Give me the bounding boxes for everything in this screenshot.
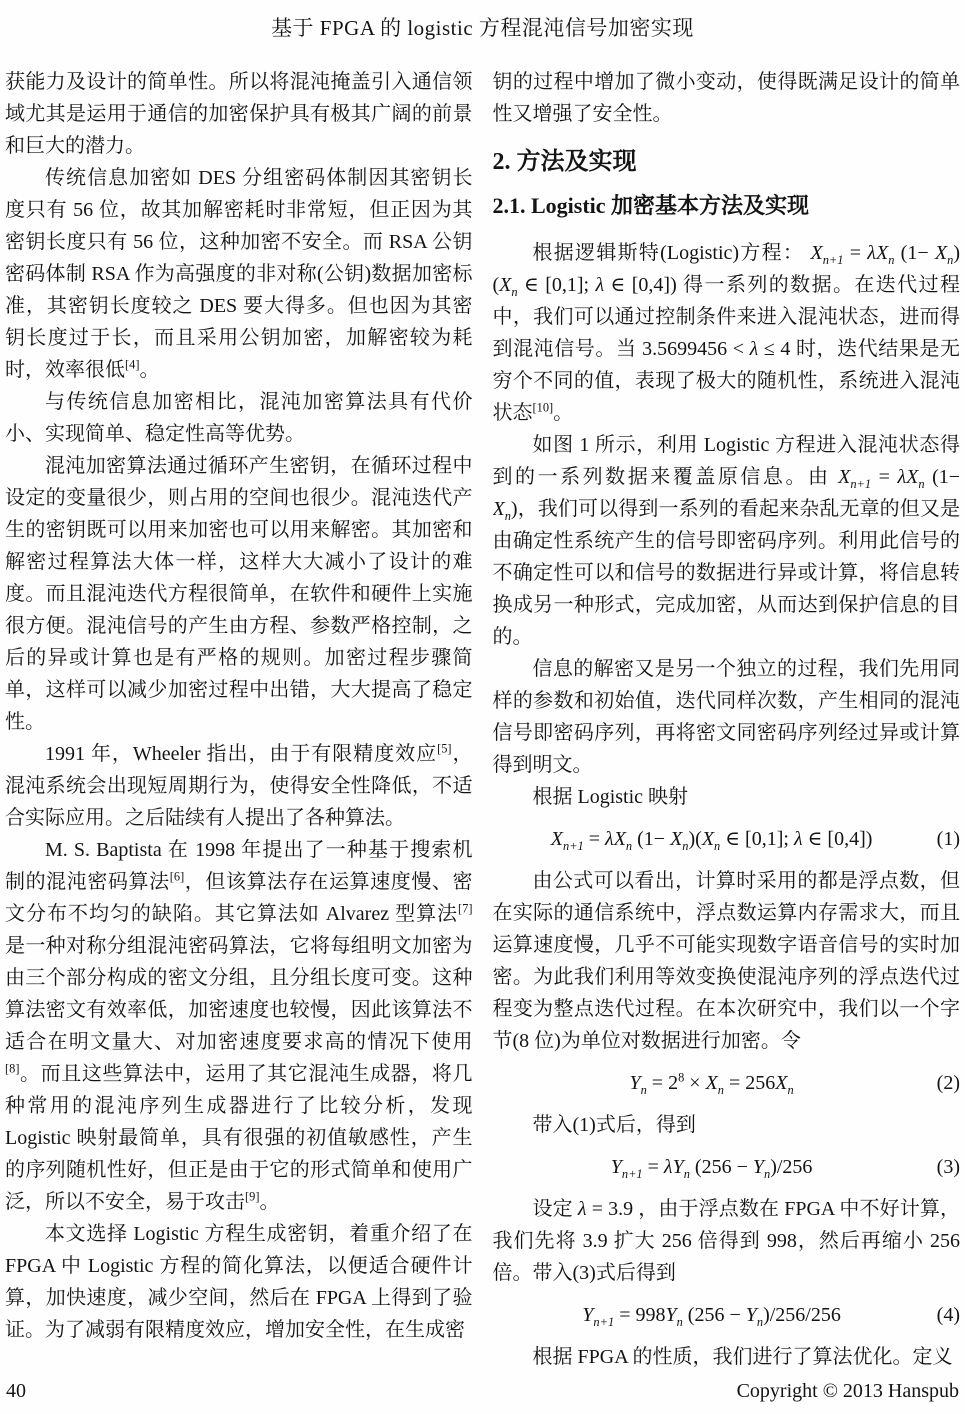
text-run: M. S. Baptista 在 1998 年提出了一种基于搜索机制的混沌密码算法	[5, 839, 473, 893]
math-var: λ	[897, 466, 907, 488]
paragraph	[5, 162, 473, 386]
text-run: ∈ [0,4])	[802, 828, 873, 850]
paragraph	[5, 450, 473, 738]
page-footer	[5, 1378, 960, 1404]
text-run: 设定	[532, 1198, 578, 1220]
math-var: λ	[867, 242, 876, 264]
math-var: $X_{n+1}$	[838, 466, 872, 491]
math-var: $Y_n$	[629, 1072, 647, 1097]
math-var: $Y_{n+1}$	[582, 1304, 615, 1329]
text-run: =	[642, 1156, 664, 1178]
page-header	[5, 8, 960, 44]
paragraph	[493, 66, 961, 130]
math-var: $X_n$	[875, 242, 895, 267]
text-run: )，我们可以得到一系列的看起来杂乱无章的但又是由确定性系统产生的信号即密码序列。利用此信号的不确定性可以和信号的数据进行异或计算，将信息转换成另一种形式，完成加密，从而达到保护信息的目的。	[492, 498, 960, 648]
math-var: $Y_{n+1}$	[610, 1156, 643, 1181]
paragraph	[493, 1193, 961, 1289]
math-var: $Y_n$	[665, 1304, 683, 1329]
paragraph	[493, 429, 961, 653]
equation-body	[493, 1299, 931, 1331]
subsection-heading: 2.1. Logistic 加密基本方法及实现	[492, 193, 810, 218]
copyright-notice: Copyright © 2013 Hanspub	[736, 1380, 959, 1402]
text-run: 混沌加密算法通过循环产生密钥，在循环过程中设定的变量很少，则占用的空间也很少。混沌迭代产生的密钥既可以用来加密也可以用来解密。其加密和解密过程算法大体一样，这样大大减小了设计的难度。而且混沌迭代方程很简单，在软件和硬件上实施很方便。混沌信号的产生由方程、参数严格控制，之后的异或计算也是有严格的规则。加密过程步骤简单，这样可以减少加密过程中出错，大大提高了稳定性。	[5, 455, 473, 733]
text-run: 带入(1)式后，得到	[532, 1114, 696, 1136]
page-number: 40	[6, 1380, 26, 1402]
text-run: 。	[553, 402, 574, 424]
text-run: (1−	[924, 466, 960, 488]
citation-ref: [8]	[5, 1061, 20, 1076]
math-var: λ	[749, 338, 759, 360]
citation-ref: [9]	[245, 1189, 260, 1204]
text-run: )/256/256	[763, 1304, 841, 1326]
text-run: = 3.9 ，由于浮点数在 FPGA 中不好计算，我们先将 3.9 扩大 256 倍得到 998，然后再缩小 256 倍。带入(3)式后得到	[492, 1198, 960, 1284]
page-title: 基于 FPGA 的 logistic 方程混沌信号加密实现	[271, 16, 694, 40]
paragraph	[493, 1341, 961, 1373]
section-heading: 2. 方法及实现	[492, 149, 637, 175]
math-var: $Y_n$	[745, 1304, 764, 1329]
math-var: $X_n$	[492, 498, 511, 523]
citation-ref: [10]	[532, 400, 554, 415]
math-var: λ	[793, 828, 803, 850]
text-run: (256 −	[682, 1304, 746, 1326]
citation-ref: [6]	[169, 869, 185, 884]
text-run: =	[871, 466, 898, 488]
text-run: =	[583, 828, 606, 850]
math-var: $X_n$	[705, 1072, 724, 1097]
paragraph	[493, 653, 961, 781]
math-var: $Y_n$	[752, 1156, 771, 1181]
text-run: 1991 年，Wheeler 指出，由于有限精度效应	[45, 743, 438, 765]
citation-ref: [7]	[458, 901, 473, 916]
text-run: ×	[684, 1072, 706, 1094]
text-run: 获能力及设计的简单性。所以将混沌掩盖引入通信领域尤其是运用于通信的加密保护具有极其广阔的前景和巨大的潜力。	[5, 71, 473, 157]
text-run: 。	[139, 359, 160, 381]
paragraph	[493, 781, 961, 813]
text-run: 根据逻辑斯特(Logistic)方程：	[532, 242, 811, 264]
text-run: ∈ [0,1];	[720, 828, 794, 850]
math-var: $X_{n+1}$	[810, 242, 844, 267]
equation-number: (4)	[936, 1304, 960, 1326]
text-run: 如图 1 所示，利用 Logistic 方程进入混沌状态得到的一系列数据来覆盖原信息。由	[492, 434, 960, 488]
paragraph	[493, 237, 961, 429]
equation	[493, 1067, 961, 1099]
text-run: 本文选择 Logistic 方程生成密钥，着重介绍了在 FPGA 中 Logistic 方程的简化算法，以便适合硬件计算，加快速度，减少空间，然后在 FPGA 上得到了验证。为了减弱有限精度效应，增加安全性，在生成密	[5, 1223, 473, 1341]
math-var: $X_{n+1}$	[550, 828, 584, 853]
text-run: 由公式可以看出，计算时采用的都是浮点数，但在实际的通信系统中，浮点数运算内存需求大，而且运算速度慢，几乎不可能实现数字语音信号的实时加密。为此我们利用等效变换使混沌序列的浮点迭代过程变为整点迭代过程。在本次研究中，我们以一个字节(8 位)为单位对数据进行加密。令	[492, 870, 960, 1052]
equation-body	[493, 1151, 931, 1183]
text-run: )/256	[770, 1156, 813, 1178]
text-run: )(	[492, 242, 960, 296]
citation-ref: [4]	[125, 357, 140, 372]
text-run: = $2^8$	[646, 1070, 685, 1094]
equation	[493, 1151, 961, 1183]
text-run: = 256	[723, 1072, 776, 1094]
two-column-body	[5, 66, 960, 1378]
math-var: $X_n$	[906, 466, 925, 491]
math-var: λ	[577, 1198, 587, 1220]
text-run: 是一种对称分组混沌密码算法，它将每组明文加密为由三个部分构成的密文分组，且分组长度可变。这种算法密文有效率低，加密速度也较慢，因此该算法不适合在明文量大、对加密速度要求高的情况下使用	[5, 935, 473, 1053]
paragraph	[5, 738, 473, 834]
equation-body	[493, 823, 931, 855]
math-var: $X_n$	[701, 828, 721, 853]
paragraph	[5, 386, 473, 450]
text-run: ≤ 4 时，迭代结果是无穷个不同的值，表现了极大的随机性，系统进入混沌状态	[492, 338, 960, 424]
math-var: λ	[595, 274, 605, 296]
math-var: $X_n$	[775, 1072, 794, 1097]
paragraph	[5, 834, 473, 1218]
text-run: 。而且这些算法中，运用了其它混沌生成器，将几种常用的混沌序列生成器进行了比较分析，发现 Logistic 映射最简单，具有很强的初值敏感性，产生的序列随机性好，但正是由于它的形式简单和使用广泛，所以不安全，易于攻击	[5, 1063, 473, 1213]
paragraph	[493, 865, 961, 1057]
text-run: 根据 Logistic 映射	[532, 786, 689, 808]
math-var: $Y_n$	[672, 1156, 690, 1181]
text-run: ，但该算法存在运算速度慢、密文分布不均匀的缺陷。其它算法如 Alvarez 型算法	[5, 871, 473, 925]
text-run: 钥的过程中增加了微小变动，使得既满足设计的简单性又增强了安全性。	[492, 71, 960, 125]
math-var: $X_n$	[613, 828, 633, 853]
text-run: ∈ [0,4]) 得一系列的数据。在迭代过程中，我们可以通过控制条件来进入混沌状态，进而得到混沌信号。当 3.5699456 <	[492, 274, 960, 360]
right-column	[493, 66, 961, 1378]
math-var: $X_n$	[499, 274, 518, 299]
math-var: λ	[663, 1156, 673, 1178]
text-run: = 998	[614, 1304, 666, 1326]
text-run: 与传统信息加密相比，混沌加密算法具有代价小、实现简单、稳定性高等优势。	[5, 391, 473, 445]
text-run: ，混沌系统会出现短周期行为，使得安全性降低，不适合实际应用。之后陆续有人提出了各种算法。	[5, 743, 473, 829]
text-run: (256 −	[689, 1156, 753, 1178]
equation-body	[493, 1067, 931, 1099]
text-run: =	[843, 242, 868, 264]
text-run: ∈ [0,1];	[517, 274, 596, 296]
equation-number: (2)	[936, 1072, 960, 1094]
equation-number: (1)	[936, 828, 960, 850]
text-run: (1−	[894, 242, 935, 264]
left-column	[5, 66, 473, 1378]
text-run: 。	[259, 1191, 280, 1213]
text-run: 根据 FPGA 的性质，我们进行了算法优化。定义	[532, 1346, 953, 1368]
equation	[493, 823, 961, 855]
equation	[493, 1299, 961, 1331]
math-var: $X_n$	[934, 242, 954, 267]
paragraph	[5, 1218, 473, 1346]
text-run: (1−	[632, 828, 671, 850]
math-var: λ	[605, 828, 614, 850]
paragraph	[5, 66, 473, 162]
math-var: $X_n$	[670, 828, 689, 853]
text-run: )(	[688, 828, 702, 850]
text-run: 传统信息加密如 DES 分组密码体制因其密钥长度只有 56 位，故其加解密耗时非常短，但正因为其密钥长度只有 56 位，这种加密不安全。而 RSA 公钥密码体制 RSA 作为高强度的非对称(公钥)数据加密标准，其密钥长度较之 DES 要大得多。但也因为其密钥长度过于长，而且采用公钥加密，加解密较为耗时，效率很低	[5, 167, 473, 381]
equation-number: (3)	[936, 1156, 960, 1178]
citation-ref: [5]	[437, 741, 452, 756]
paragraph	[493, 1109, 961, 1141]
text-run: 信息的解密又是另一个独立的过程，我们先用同样的参数和初始值，迭代同样次数，产生相同的混沌信号即密码序列，再将密文同密码序列经过异或计算得到明文。	[492, 658, 960, 776]
